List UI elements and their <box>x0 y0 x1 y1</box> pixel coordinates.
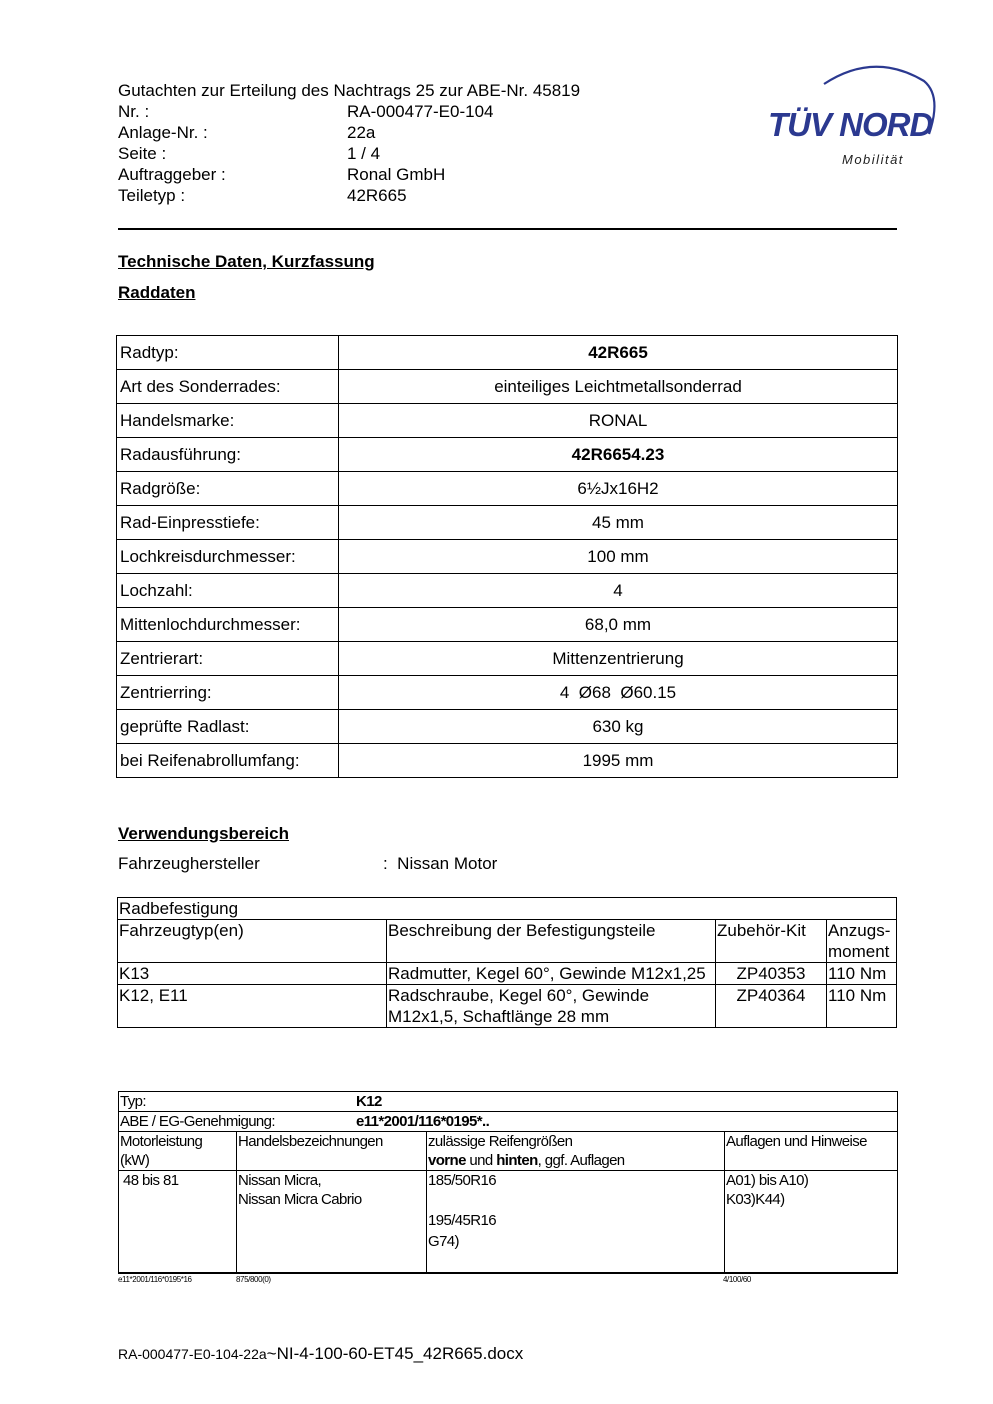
table-row: Art des Sonderrades: einteiliges Leichtmetallsonderrad <box>117 370 898 404</box>
table-row: bei Reifenabrollumfang: 1995 mm <box>117 744 898 778</box>
header-row: Anlage-Nr. : 22a <box>118 123 376 142</box>
table-row: Handelsmarke: RONAL <box>117 404 898 438</box>
header-divider <box>118 228 897 230</box>
table-row: 48 bis 81 Nissan Micra, Nissan Micra Cabrio 185/50R16 195/45R16 G74) A01) bis A10) K03)K44) <box>119 1171 898 1273</box>
document-header <box>118 80 580 206</box>
table-row: Mittenlochdurchmesser: 68,0 mm <box>117 608 898 642</box>
header-row: Teiletyp : 42R665 <box>118 186 407 205</box>
table-row: K13 Radmutter, Kegel 60°, Gewinde M12x1,25 ZP40353 110 Nm <box>118 963 897 985</box>
document-title: Gutachten zur Erteilung des Nachtrags 25 zur ABE-Nr. 45819 <box>118 81 581 100</box>
table-row: Radausführung: 42R6654.23 <box>117 438 898 472</box>
fahrzeughersteller-line: Fahrzeughersteller : Nissan Motor <box>118 854 498 873</box>
table-row: Rad-Einpresstiefe: 45 mm <box>117 506 898 540</box>
page-footer: RA-000477-E0-104-22a~NI-4-100-60-ET45_42R665.docx <box>118 1344 524 1363</box>
table-row: Zentrierart: Mittenzentrierung <box>117 642 898 676</box>
radbefestigung-table <box>117 897 897 1028</box>
table-header-row: Fahrzeugtyp(en) Beschreibung der Befestigungsteile Zubehör-Kit Anzugs-moment <box>118 920 897 963</box>
logo-brand: TÜV NORD <box>768 106 933 143</box>
table-row: K12, E11 Radschraube, Kegel 60°, Gewinde M12x1,5, Schaftlänge 28 mm ZP40364 110 Nm <box>118 985 897 1028</box>
tuv-nord-logo <box>764 56 944 176</box>
table-row: Zentrierring: 4 Ø68 Ø60.15 <box>117 676 898 710</box>
section-heading-verwendung: Verwendungsbereich <box>118 824 289 843</box>
section-heading-tech: Technische Daten, Kurzfassung <box>118 252 375 271</box>
section-heading-raddaten: Raddaten <box>118 283 196 302</box>
header-row: Seite : 1 / 4 <box>118 144 381 163</box>
table-footnote: 875/800(0) <box>236 1275 271 1284</box>
table-row: Radbefestigung <box>118 898 897 920</box>
raddaten-table <box>116 335 898 778</box>
logo-subtitle: Mobilität <box>842 152 904 167</box>
table-header-row: Motorleistung (kW) Handelsbezeichnungen zulässige Reifengrößen vorne und hinten, ggf. Auflagen Auflagen und Hinweise <box>119 1132 898 1171</box>
fahrzeugtyp-table <box>118 1091 898 1274</box>
table-row: Lochkreisdurchmesser: 100 mm <box>117 540 898 574</box>
table-row: Radgröße: 6½Jx16H2 <box>117 472 898 506</box>
header-row: Nr. : RA-000477-E0-104 <box>118 102 494 121</box>
table-row: ABE / EG-Genehmigung: e11*2001/116*0195*.. <box>119 1112 898 1132</box>
table-row: geprüfte Radlast: 630 kg <box>117 710 898 744</box>
header-row: Auftraggeber : Ronal GmbH <box>118 165 446 184</box>
table-row: Radtyp: 42R665 <box>117 336 898 370</box>
table-row: Lochzahl: 4 <box>117 574 898 608</box>
table-footnote: 4/100/60 <box>723 1275 751 1284</box>
table-row: Typ: K12 <box>119 1092 898 1112</box>
table-footnote: e11*2001/116*0195*16 <box>118 1275 192 1284</box>
